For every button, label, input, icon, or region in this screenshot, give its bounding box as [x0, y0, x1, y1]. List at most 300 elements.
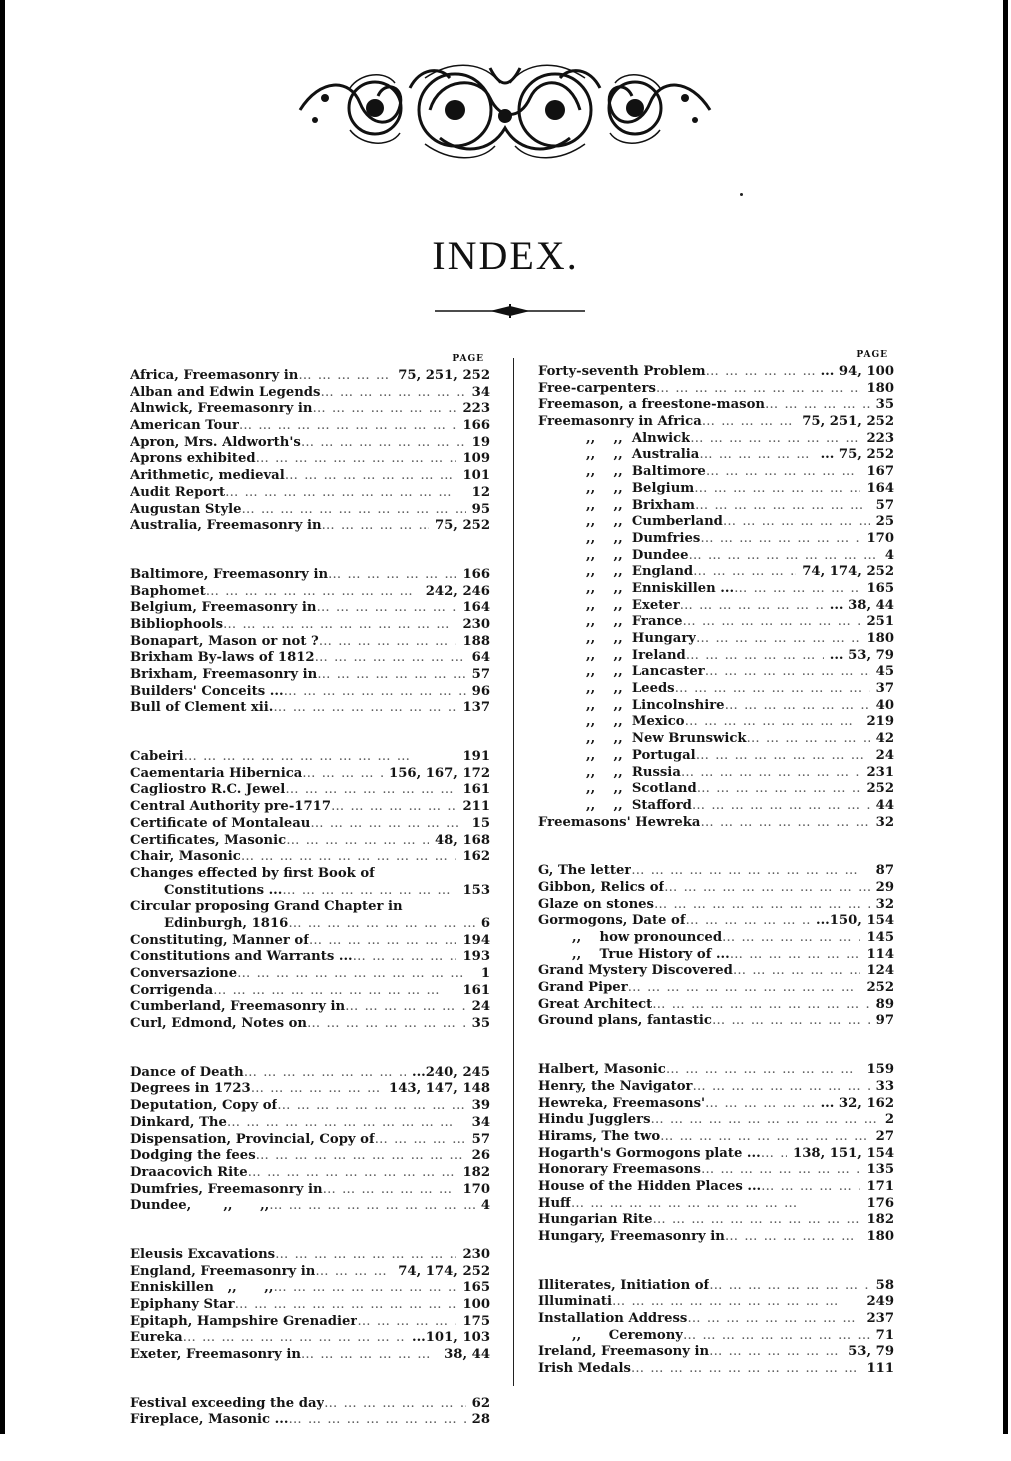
dot-leader	[275, 1247, 456, 1264]
index-entry	[538, 431, 894, 448]
index-entry-term: Constitutions and Warrants ...	[130, 949, 353, 965]
dot-leader	[315, 650, 466, 667]
index-entry	[130, 816, 490, 833]
index-entry-term: Exeter, Freemasonry in	[130, 1347, 301, 1363]
dot-leader	[705, 1096, 815, 1113]
index-entry-page: 175	[462, 1313, 490, 1329]
index-entry-term: Hungarian Rite	[538, 1212, 653, 1228]
index-entry-page: ... 94, 100	[820, 364, 894, 379]
index-entry-page: 15	[471, 815, 490, 831]
index-entry-page: 156, 167, 172	[389, 765, 490, 781]
index-entry-page: 182	[866, 1212, 894, 1228]
index-entry-page: 237	[866, 1311, 894, 1327]
dot-leader	[681, 765, 861, 782]
dot-leader	[686, 648, 824, 665]
index-entry-term: ,, ,, Belgium	[586, 480, 695, 496]
index-entry-page: 26	[471, 1148, 490, 1164]
index-entry-term: Degrees in 1723	[130, 1081, 251, 1097]
dot-leader	[612, 1294, 860, 1311]
index-entry	[538, 963, 894, 980]
index-entry-term: Certificates, Masonic	[130, 832, 287, 848]
index-entry	[538, 781, 894, 798]
index-entry-term: Aprons exhibited	[130, 451, 256, 467]
index-entry-term: ,, ,, Baltimore	[586, 464, 706, 480]
index-entry-term: G, The letter	[538, 863, 632, 879]
index-entry-term: ,, ,, Dundee	[586, 547, 689, 563]
index-entry-term: Curl, Edmond, Notes on	[130, 1016, 307, 1032]
index-entry-term: Arithmetic, medieval	[130, 468, 285, 484]
index-entry-page: 37	[875, 681, 894, 697]
index-entry	[538, 897, 894, 914]
index-entry	[538, 731, 894, 748]
index-entry-term: ,, how pronounced	[572, 930, 723, 945]
index-entry-page: 32	[875, 814, 894, 830]
index-entry-page: 114	[866, 946, 894, 962]
index-entry-page: 28	[471, 1412, 490, 1428]
index-entry	[538, 1146, 894, 1163]
index-entry-term: Hewreka, Freemasons'	[538, 1095, 706, 1111]
index-entry	[538, 648, 894, 665]
index-entry	[130, 1314, 490, 1331]
index-entry	[130, 435, 490, 452]
index-entry-page: 45	[875, 664, 894, 680]
index-entry-page: 135	[866, 1162, 894, 1178]
index-entry-term: ,, ,, New Brunswick	[586, 731, 747, 747]
dot-leader	[725, 1229, 861, 1246]
dot-leader	[700, 531, 860, 548]
index-entry	[538, 664, 894, 681]
dot-leader	[683, 1328, 870, 1345]
index-entry	[538, 863, 894, 880]
index-entry-term: Augustan Style	[130, 501, 242, 517]
index-letter-group	[130, 1247, 490, 1364]
index-entry-page: 170	[866, 530, 894, 546]
dot-leader	[651, 1112, 879, 1129]
index-entry-term: Brixham By-laws of 1812	[130, 650, 315, 666]
index-entry-page: 34	[471, 1114, 490, 1130]
index-entry-term: Dumfries, Freemasonry in	[130, 1181, 323, 1197]
index-entry-page: 71	[875, 1327, 894, 1343]
dot-leader	[310, 816, 465, 833]
index-entry-term: Chair, Masonic	[130, 849, 241, 865]
dot-leader	[319, 634, 457, 651]
index-entry-term: Epiphany Star	[130, 1297, 235, 1312]
dot-leader	[323, 1182, 457, 1199]
index-entry	[538, 980, 894, 997]
index-entry-term: Illuminati	[538, 1294, 612, 1310]
dot-leader	[697, 781, 861, 798]
index-entry-term: Alban and Edwin Legends	[130, 384, 321, 400]
index-entry	[538, 548, 894, 565]
dot-leader	[660, 1129, 869, 1146]
index-entry-page: 161	[462, 782, 490, 798]
index-entry-term: Baltimore, Freemasonry in	[130, 566, 329, 582]
index-entry-page: 167	[866, 464, 894, 480]
index-entry-term: Dispensation, Provincial, Copy of	[130, 1131, 375, 1147]
index-entry-page: 6	[480, 915, 490, 931]
dot-leader	[302, 766, 383, 783]
index-entry-page: 4	[480, 1198, 490, 1214]
index-entry-page: 95	[471, 501, 490, 517]
dot-leader	[184, 749, 457, 766]
index-entry-term: England, Freemasonry in	[130, 1263, 316, 1279]
index-entry-page: 159	[866, 1062, 894, 1078]
index-entry	[538, 1361, 894, 1378]
index-entry	[538, 598, 894, 615]
index-entry-page: 223	[866, 430, 894, 446]
index-entry-term: Ireland, Freemasony in	[538, 1344, 710, 1360]
index-entry-term: Caementaria Hibernica	[130, 765, 303, 781]
index-entry-term: ,, ,, Lincolnshire	[586, 697, 725, 713]
dot-leader	[701, 1162, 861, 1179]
index-entry-page: 124	[866, 963, 894, 979]
index-entry-page: 74, 174, 252	[802, 564, 894, 580]
index-entry	[130, 966, 490, 983]
index-entry	[538, 481, 894, 498]
index-entry	[538, 1229, 894, 1246]
index-entry-page: 38, 44	[444, 1347, 490, 1363]
index-entry-page: 100	[462, 1297, 490, 1312]
scan-edge-left	[0, 0, 5, 1434]
index-entry	[130, 1198, 490, 1215]
index-entry-term: Bibliophools	[130, 616, 224, 632]
index-entry-term: Hogarth's Gormogons plate ...	[538, 1145, 761, 1161]
index-entry	[538, 714, 894, 731]
index-entry-term: Constitutions ...	[164, 882, 283, 898]
index-entry-page: 176	[866, 1195, 894, 1211]
dot-leader	[689, 548, 879, 565]
dot-leader	[307, 1016, 466, 1033]
index-entry-page: 180	[866, 631, 894, 646]
index-entry-term: Eleusis Excavations	[130, 1246, 276, 1262]
index-entry-term: ,, ,, Hungary	[586, 631, 696, 646]
dot-leader	[686, 913, 810, 930]
dot-leader	[284, 684, 466, 701]
index-entry	[538, 1112, 894, 1129]
index-letter-group	[130, 567, 490, 717]
index-entry	[130, 1280, 490, 1297]
index-entry	[538, 1344, 894, 1361]
dot-leader	[225, 485, 466, 502]
index-entry-term: Gibbon, Relics of	[538, 879, 665, 895]
page-title: INDEX.	[432, 233, 579, 278]
dot-leader	[628, 980, 861, 997]
index-entry	[130, 1297, 490, 1314]
index-letter-group	[538, 1062, 894, 1246]
dot-leader	[693, 564, 796, 581]
page-column-header: PAGE	[452, 354, 484, 364]
dot-leader	[734, 581, 860, 598]
index-entry	[538, 1062, 894, 1079]
index-entry	[130, 1347, 490, 1364]
dot-leader	[765, 397, 870, 414]
index-entry	[130, 418, 490, 435]
index-entry	[130, 916, 490, 933]
index-entry-page: 211	[462, 799, 490, 815]
index-entry	[538, 1013, 894, 1030]
dot-leader	[274, 1280, 457, 1297]
index-entry-page: 193	[462, 949, 490, 965]
dot-leader	[571, 1196, 861, 1213]
dot-leader	[237, 966, 475, 983]
index-entry	[538, 1162, 894, 1179]
index-entry-term: Irish Medals	[538, 1361, 631, 1377]
index-entry	[538, 930, 894, 947]
index-entry-term: Henry, the Navigator	[538, 1078, 693, 1094]
index-entry-page: 242, 246	[425, 583, 490, 599]
index-entry	[130, 1264, 490, 1281]
index-entry	[130, 584, 490, 601]
index-letter-group	[130, 368, 490, 535]
index-entry	[130, 999, 490, 1016]
dot-leader	[241, 849, 457, 866]
dot-leader	[656, 381, 861, 398]
dot-leader	[235, 1297, 457, 1314]
index-entry-page: 35	[471, 1016, 490, 1032]
index-entry-page: 230	[462, 616, 490, 632]
dot-leader	[693, 1079, 870, 1096]
page-column-header: PAGE	[856, 350, 888, 360]
index-entry-page: 34	[471, 384, 490, 400]
index-entry-page: ... 32, 162	[820, 1095, 894, 1111]
index-entry-page: 12	[471, 484, 490, 500]
dot-leader	[675, 681, 870, 698]
index-entry-page: 87	[875, 863, 894, 879]
index-entry-term: Great Architect	[538, 996, 653, 1012]
dot-leader	[316, 600, 456, 617]
dot-leader	[298, 368, 392, 385]
dot-leader	[631, 863, 869, 880]
index-entry-term: ,, ,, Enniskillen ...	[586, 580, 735, 596]
index-entry-term: ,, ,, Portugal	[586, 747, 696, 763]
index-entry	[538, 815, 894, 832]
index-entry	[130, 1132, 490, 1149]
index-entry-term: ,, ,, Lancaster	[586, 664, 705, 680]
dot-leader	[709, 1278, 869, 1295]
index-entry-term: Corrigenda	[130, 982, 214, 998]
index-entry	[538, 514, 894, 531]
index-entry-page: 145	[866, 930, 894, 945]
dot-leader	[313, 401, 457, 418]
index-entry	[130, 1065, 490, 1082]
dot-leader	[696, 631, 861, 648]
index-entry-term: Central Authority pre-1717	[130, 799, 331, 815]
index-entry-term: Constituting, Manner of	[130, 932, 309, 948]
dot-leader	[706, 464, 861, 481]
headpiece-ornament	[290, 58, 720, 162]
index-entry-page: 223	[462, 401, 490, 417]
index-entry	[130, 1396, 490, 1413]
index-entry	[130, 899, 490, 916]
index-entry	[130, 1182, 490, 1199]
index-entry	[130, 1115, 490, 1132]
dot-leader	[666, 1062, 861, 1079]
index-entry	[538, 498, 894, 515]
dot-leader	[357, 1314, 456, 1331]
index-entry-page: 188	[462, 633, 490, 649]
index-entry-page: 251	[866, 614, 894, 630]
index-entry	[130, 485, 490, 502]
index-entry-term: Freemason, a freestone-mason	[538, 397, 765, 413]
index-entry	[130, 385, 490, 402]
index-entry	[130, 684, 490, 701]
index-entry-term: Brixham, Freemasonry in	[130, 667, 318, 682]
index-entry-page: 57	[875, 497, 894, 513]
index-entry-term: ,, ,, Leeds	[586, 681, 675, 697]
index-column-right	[538, 346, 894, 1410]
index-entry-page: 24	[875, 747, 894, 763]
index-entry	[130, 634, 490, 651]
index-entry	[130, 849, 490, 866]
index-entry	[130, 1148, 490, 1165]
dot-leader	[685, 714, 861, 731]
index-entry-page: 143, 147, 148	[389, 1081, 490, 1097]
index-entry	[130, 933, 490, 950]
index-entry-term: Builders' Conceits ...	[130, 683, 284, 699]
index-entry-page: 48, 168	[434, 832, 490, 848]
index-entry	[130, 518, 490, 535]
index-entry	[538, 765, 894, 782]
index-entry-term: House of the Hidden Places ...	[538, 1178, 762, 1194]
index-entry	[538, 531, 894, 548]
index-entry-term: Fireplace, Masonic ...	[130, 1412, 289, 1428]
index-entry	[538, 1311, 894, 1328]
index-entry-term: Belgium, Freemasonry in	[130, 600, 317, 616]
index-letter-group	[538, 1278, 894, 1378]
index-entry-term: Apron, Mrs. Aldworth's	[130, 434, 301, 450]
index-entry	[538, 880, 894, 897]
index-entry-term: ,, ,, England	[586, 564, 694, 580]
index-entry-term: Changes effected by first Book of	[130, 865, 375, 881]
index-entry	[538, 1196, 894, 1213]
index-entry-page: 35	[875, 397, 894, 413]
index-entry-page: 137	[462, 700, 490, 716]
index-letter-group	[538, 364, 894, 831]
dot-leader	[709, 1344, 842, 1361]
dot-leader	[687, 1311, 860, 1328]
index-entry-term: ,, ,, France	[586, 614, 683, 630]
index-entry-page: ...240, 245	[411, 1064, 490, 1080]
title-rule-ornament	[435, 304, 585, 318]
index-entry	[130, 617, 490, 634]
dot-leader	[730, 947, 861, 964]
index-entry-page: 89	[875, 996, 894, 1012]
dot-leader	[733, 963, 861, 980]
index-entry-page: 166	[462, 418, 490, 434]
dot-leader	[288, 916, 474, 933]
index-entry-term: Halbert, Masonic	[538, 1062, 666, 1078]
dot-leader	[277, 1098, 465, 1115]
index-entry	[130, 983, 490, 1000]
index-entry-page: 64	[471, 650, 490, 666]
index-entry-page: 33	[875, 1078, 894, 1094]
index-entry-page: 180	[866, 380, 894, 396]
index-entry-term: Dundee, ,, ,,	[130, 1198, 270, 1214]
index-entry	[538, 798, 894, 815]
index-entry	[130, 667, 490, 684]
index-entry	[538, 397, 894, 414]
dot-leader	[213, 983, 456, 1000]
index-entry-term: Freemasons' Hewreka	[538, 814, 701, 830]
index-entry	[130, 833, 490, 850]
index-entry-term: Huff	[538, 1195, 571, 1211]
index-entry-page: 153	[462, 882, 490, 898]
dot-leader	[694, 481, 860, 498]
index-entry	[538, 364, 894, 381]
dot-leader	[705, 664, 870, 681]
index-entry-term: Australia, Freemasonry in	[130, 518, 322, 534]
index-entry-term: Circular proposing Grand Chapter in	[130, 899, 403, 915]
index-entry-page: ... 75, 252	[820, 447, 894, 463]
print-speck	[740, 193, 743, 196]
index-entry	[130, 1081, 490, 1098]
index-entry-term: Bonapart, Mason or not ?	[130, 633, 319, 649]
index-entry	[538, 681, 894, 698]
index-entry-page: 4	[884, 547, 894, 563]
index-letter-group	[130, 1396, 490, 1429]
index-entry	[130, 1330, 490, 1347]
index-entry-term: Gormogons, Date of	[538, 913, 686, 929]
dot-leader	[631, 1361, 861, 1378]
index-entry-page: 42	[875, 731, 894, 747]
index-entry-term: ,, ,, Stafford	[586, 797, 692, 813]
index-entry-term: Installation Address	[538, 1311, 688, 1327]
index-entry	[538, 631, 894, 648]
dot-leader	[251, 1081, 383, 1098]
dot-leader	[699, 447, 814, 464]
dot-leader	[664, 880, 869, 897]
index-entry-term: Free-carpenters	[538, 380, 656, 396]
dot-leader	[328, 567, 456, 584]
dot-leader	[690, 431, 860, 448]
index-entry-page: ... 38, 44	[829, 597, 894, 613]
dot-leader	[269, 1198, 475, 1215]
index-letter-group	[130, 749, 490, 1033]
index-entry	[130, 451, 490, 468]
index-entry-term: Festival exceeding the day	[130, 1395, 325, 1411]
dot-leader	[680, 598, 824, 615]
dot-leader	[242, 502, 466, 519]
dot-leader	[702, 414, 796, 431]
index-entry	[130, 600, 490, 617]
index-entry	[130, 502, 490, 519]
index-entry	[538, 698, 894, 715]
index-entry-term: ,, ,, Scotland	[586, 781, 697, 797]
index-entry-term: Dinkard, The	[130, 1114, 227, 1130]
index-entry-term: Eureka	[130, 1330, 183, 1346]
index-entry	[538, 1294, 894, 1311]
index-entry	[130, 1098, 490, 1115]
index-entry-page: 191	[462, 749, 490, 765]
index-entry-term: Hirams, The two	[538, 1128, 661, 1144]
index-entry-page: 170	[462, 1181, 490, 1197]
index-entry-term: Cagliostro R.C. Jewel	[130, 782, 286, 798]
index-entry-page: 219	[866, 714, 894, 730]
dot-leader	[256, 451, 457, 468]
index-entry-term: Deputation, Copy of	[130, 1098, 278, 1114]
dot-leader	[285, 468, 457, 485]
index-entry-page: 101	[462, 468, 490, 484]
index-entry-term: ,, ,, Brixham	[586, 497, 695, 513]
index-entry-page: ...101, 103	[411, 1330, 490, 1346]
index-entry	[538, 564, 894, 581]
index-entry-page: 39	[471, 1098, 490, 1114]
dot-leader	[696, 748, 870, 765]
dot-leader	[375, 1132, 466, 1149]
index-entry	[130, 766, 490, 783]
dot-leader	[320, 385, 465, 402]
index-entry-page: 111	[866, 1361, 894, 1377]
